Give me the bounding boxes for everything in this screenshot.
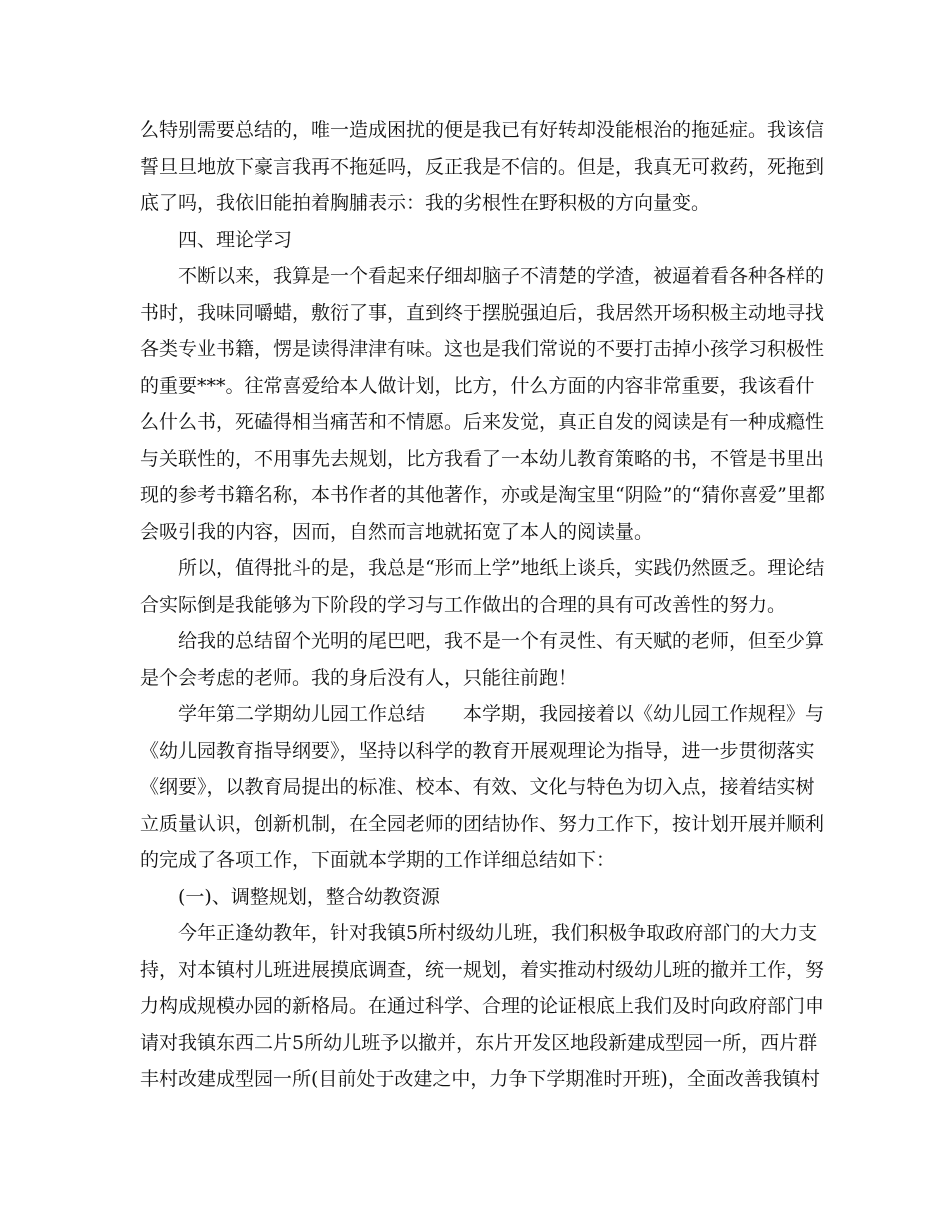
text-line: 是个会考虑的老师。我的身后没有人，只能往前跑！ xyxy=(140,666,578,689)
text-line: 《纲要》，以教育局提出的标准、校本、有效、文化与特色为切入点，接着结实树 xyxy=(140,776,815,798)
text-line: (一)、调整规划，整合幼教资源 xyxy=(178,885,440,908)
text-line: 的完成了各项工作，下面就本学期的工作详细总结如下： xyxy=(140,849,616,871)
text-line: 四、理论学习 xyxy=(178,228,293,251)
text-line: 么特别需要总结的，唯一造成困扰的便是我已有好转却没能根治的拖延症。我该信 xyxy=(140,119,825,141)
text-line: 丰村改建成型园一所(目前处于改建之中，力争下学期准时开班)，全面改善我镇村 xyxy=(140,1068,820,1090)
text-line: 立质量认识，创新机制，在全园老师的团结协作、努力工作下，按计划开展并顺利 xyxy=(140,812,825,835)
text-line: 的重要***。往常喜爱给本人做计划，比方，什么方面的内容非常重要，我该看什 xyxy=(140,374,815,397)
text-line: 力构成规模办园的新格局。在通过科学、合理的论证根底上我们及时向政府部门申 xyxy=(140,995,825,1017)
text-line: 持，对本镇村儿班进展摸底调查，统一规划，着实推动村级幼儿班的撤并工作，努 xyxy=(140,958,825,981)
text-line: 《幼儿园教育指导纲要》，坚持以科学的教育开展观理论为指导，进一步贯彻落实 xyxy=(140,739,815,762)
text-line: 会吸引我的内容，因而，自然而言地就拓宽了本人的阅读量。 xyxy=(140,520,654,543)
text-line: 今年正逢幼教年，针对我镇5所村级幼儿班，我们积极争取政府部门的大力支 xyxy=(178,922,818,944)
text-line: 书时，我味同嚼蜡，敷衍了事，直到终于摆脱强迫后，我居然开场积极主动地寻找 xyxy=(140,301,825,324)
text-line: 誓旦旦地放下豪言我再不拖延吗，反正我是不信的。但是，我真无可救药，死拖到 xyxy=(140,155,825,178)
text-line: 与关联性的，不用事先去规划，比方我看了一本幼儿教育策略的书，不管是书里出 xyxy=(140,447,825,470)
text-line: 不断以来，我算是一个看起来仔细却脑子不清楚的学渣，被逼着看各种各样的 xyxy=(178,265,825,287)
text-line: 请对我镇东西二片5所幼儿班予以撤并，东片开发区地段新建成型园一所，西片群 xyxy=(140,1031,818,1054)
text-line: 学年第二学期幼儿园工作总结 本学期，我园接着以《幼儿园工作规程》与 xyxy=(178,703,825,725)
text-line: 现的参考书籍名称，本书作者的其他著作，亦或是淘宝里“阴险”的“猜你喜爱”里都 xyxy=(140,484,825,506)
text-line: 么什么书，死磕得相当痛苦和不情愿。后来发觉，真正自发的阅读是有一种成瘾性 xyxy=(140,411,825,433)
document-body xyxy=(140,112,825,1098)
text-line: 给我的总结留个光明的尾巴吧，我不是一个有灵性、有天赋的老师，但至少算 xyxy=(178,630,825,652)
text-line: 各类专业书籍，愣是读得津津有味。这也是我们常说的不要打击掉小孩学习积极性 xyxy=(140,338,825,360)
text-line: 底了吗，我依旧能拍着胸脯表示：我的劣根性在野积极的方向量变。 xyxy=(140,192,711,214)
text-line: 合实际倒是我能够为下阶段的学习与工作做出的合理的具有可改善性的努力。 xyxy=(140,593,787,616)
text-line: 所以，值得批斗的是，我总是“形而上学”地纸上谈兵，实践仍然匮乏。理论结 xyxy=(178,557,825,579)
